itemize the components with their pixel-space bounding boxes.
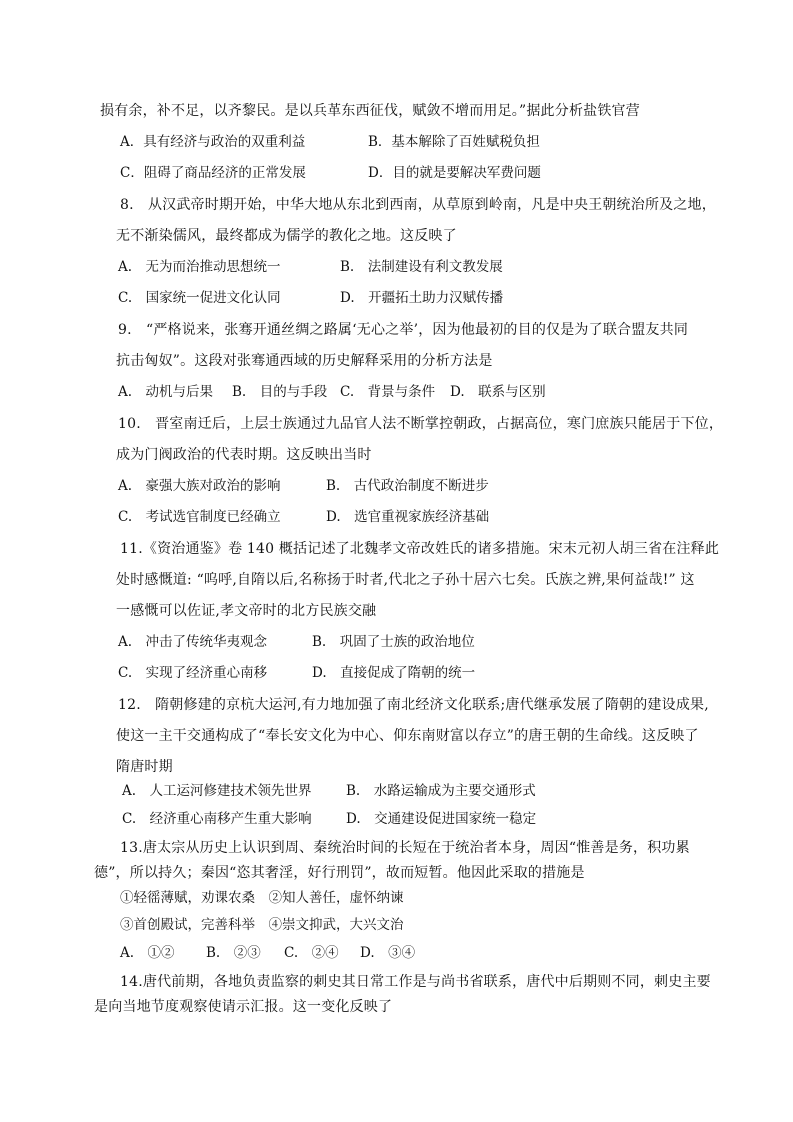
- q10-stem-line-1: 10. 晋室南迁后，上层士族通过九品官人法不断掌控朝政，占据高位，寒门庶族只能居于下位，: [118, 416, 724, 432]
- q10-option-a: A. 豪强大族对政治的影响: [118, 478, 281, 494]
- q8-stem-line-1: 8. 从汉武帝时期开始，中华大地从东北到西南，从草原到岭南，凡是中央王朝统治所及之地，: [120, 197, 716, 213]
- q9-stem-line-2: 抗击匈奴”。这段对张骞通西域的历史解释采用的分析方法是: [116, 353, 493, 369]
- q13-choice-line-2: ③首创殿试，完善科举 ④崇文抑武，大兴文治: [120, 917, 404, 933]
- q7-option-d: D．目的就是要解决军费问题: [368, 165, 541, 181]
- q7-option-a: A．具有经济与政治的双重利益: [120, 134, 306, 150]
- q9-stem-line-1: 9. “严格说来，张骞开通丝绸之路属‘无心之举’，因为他最初的目的仅是为了联合盟友共同: [118, 322, 689, 338]
- q14-stem-line-2: 是向当地节度观察使请示汇报。这一变化反映了: [94, 999, 393, 1015]
- q12-stem-line-1: 12. 隋朝修建的京杭大运河,有力地加强了南北经济文化联系;唐代继承发展了隋朝的建设成果,: [118, 697, 709, 713]
- q9-option-b: B. 目的与手段: [232, 384, 328, 400]
- q14-stem-line-1: 14.唐代前期，各地负责监察的刺史其日常工作是与尚书省联系，唐代中后期则不同，刺史主要: [120, 974, 711, 990]
- q11-stem-line-1: 11.《资治通鉴》卷 140 概括记述了北魏孝文帝改姓氏的诸多措施。宋末元初人胡三省在注释此: [120, 541, 720, 557]
- q12-stem-line-3: 隋唐时期: [116, 759, 173, 775]
- q9-option-a: A. 动机与后果: [118, 384, 214, 400]
- q11-stem-line-2: 处时感慨道: “呜呼,自隋以后,名称扬于时者,代北之子孙十居六七矣。氏族之辨,果何益哉!” 这: [116, 572, 695, 588]
- q8-option-c: C. 国家统一促进文化认同: [118, 290, 281, 306]
- q13-choice-line-1: ①轻徭薄赋，劝课农桑 ②知人善任，虚怀纳谏: [120, 890, 404, 906]
- q12-option-b: B. 水路运输成为主要交通形式: [346, 783, 536, 799]
- q12-option-c: C. 经济重心南移产生重大影响: [122, 811, 312, 827]
- q13-stem-line-1: 13.唐太宗从历史上认识到周、秦统治时间的长短在于统治者本身，周因“惟善是务，积功累: [120, 840, 690, 856]
- q13-option-b: B. ②③: [206, 945, 261, 961]
- q10-stem-line-2: 成为门阀政治的代表时期。这反映出当时: [116, 447, 372, 463]
- q11-option-c: C. 实现了经济重心南移: [118, 665, 268, 681]
- q13-option-d: D. ③④: [360, 945, 416, 961]
- q7-option-c: C．阻碍了商品经济的正常发展: [120, 165, 306, 181]
- q12-option-d: D. 交通建设促进国家统一稳定: [346, 811, 537, 827]
- q13-option-c: C. ②④: [284, 945, 339, 961]
- q7-option-b: B．基本解除了百姓赋税负担: [368, 134, 540, 150]
- q11-option-a: A. 冲击了传统华夷观念: [118, 634, 268, 650]
- q11-option-b: B. 巩固了士族的政治地位: [312, 634, 475, 650]
- q11-stem-line-3: 一感慨可以佐证,孝文帝时的北方民族交融: [116, 603, 377, 619]
- q12-option-a: A. 人工运河修建技术领先世界: [122, 783, 312, 799]
- q13-option-a: A. ①②: [120, 945, 175, 961]
- q9-option-d: D. 联系与区别: [450, 384, 546, 400]
- q8-stem-line-2: 无不渐染儒风，最终都成为儒学的教化之地。这反映了: [116, 228, 457, 244]
- q8-option-b: B. 法制建设有利文教发展: [340, 259, 503, 275]
- q10-option-d: D. 选官重视家族经济基础: [326, 509, 490, 525]
- q11-option-d: D. 直接促成了隋朝的统一: [312, 665, 476, 681]
- q9-option-c: C. 背景与条件: [340, 384, 436, 400]
- q10-option-b: B. 古代政治制度不断进步: [326, 478, 489, 494]
- q12-stem-line-2: 使这一主干交通构成了“奉长安文化为中心、仰东南财富以存立”的唐王朝的生命线。这反映了: [116, 728, 699, 744]
- q10-option-c: C. 考试选官制度已经确立: [118, 509, 281, 525]
- q8-option-a: A. 无为而治推动思想统一: [118, 259, 281, 275]
- q7-stem-tail: 损有余，补不足，以齐黎民。是以兵革东西征伐，赋敛不增而用足。”据此分析盐铁官营: [100, 103, 640, 119]
- q13-stem-line-2: 德”，所以持久；秦因“恣其奢淫，好行刑罚”，故而短暂。他因此采取的措施是: [94, 865, 585, 881]
- q8-option-d: D. 开疆拓土助力汉赋传播: [340, 290, 504, 306]
